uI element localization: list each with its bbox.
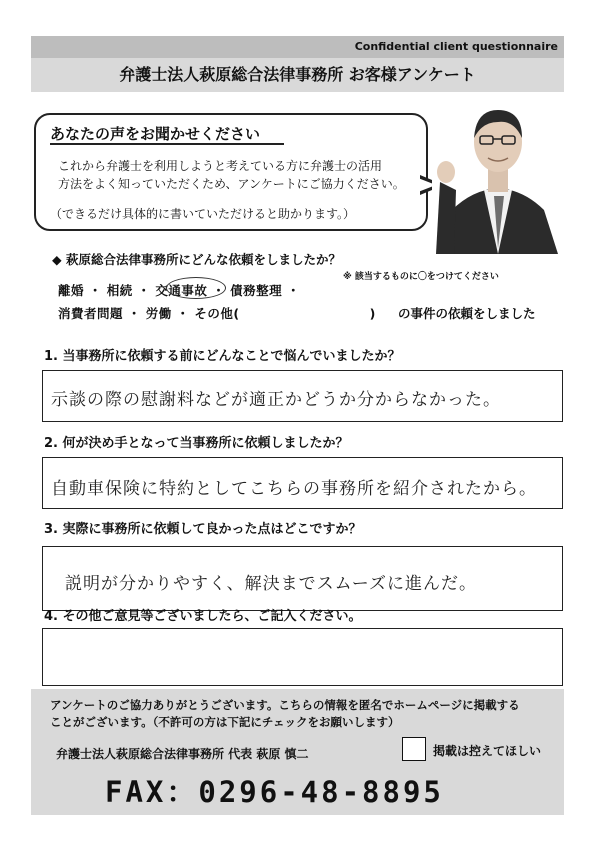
intro-line-2: 方法をよく知っていただくため、アンケートにご協力ください。	[58, 177, 405, 191]
answer-2-text: 自動車保険に特約としてこちらの事務所を紹介されたから。	[51, 479, 537, 499]
request-suffix: の事件の依頼をしました	[398, 306, 536, 321]
intro-heading: あなたの声をお聞かせください	[50, 125, 261, 143]
answer-box-1[interactable]	[42, 370, 563, 422]
selection-note: ※ 該当するものに〇をつけてください	[343, 272, 499, 282]
answer-box-2[interactable]	[42, 457, 563, 509]
heading-underline	[50, 143, 284, 145]
firm-representative: 弁護士法人萩原総合法律事務所 代表 萩原 慎二	[56, 747, 309, 761]
selected-option-circle	[166, 277, 226, 299]
answer-3-text: 説明が分かりやすく、解決までスムーズに進んだ。	[65, 574, 477, 594]
intro-line-1: これから弁護士を利用しようと考えている方に弁護士の活用	[58, 159, 383, 173]
confidential-label: Confidential client questionnaire	[31, 36, 564, 58]
footer-line-1: アンケートのご協力ありがとうございます。こちらの情報を匿名でホームページに掲載する	[50, 698, 520, 712]
question-3-label: 3. 実際に事務所に依頼して良かった点はどこですか？	[44, 522, 362, 537]
page-title: 弁護士法人萩原総合法律事務所 お客様アンケート	[31, 58, 564, 92]
request-question: ◆ 萩原総合法律事務所にどんな依頼をしましたか？	[52, 252, 341, 267]
lawyer-photo	[432, 98, 564, 254]
case-options-line-2: 消費者問題 ・ 労働 ・ その他( )	[58, 306, 376, 321]
no-publish-label: 掲載は控えてほしい	[433, 744, 542, 758]
case-options-line-1: 離婚 ・ 相続 ・ 交通事故 ・ 債務整理 ・	[58, 283, 300, 298]
answer-box-4[interactable]	[42, 628, 563, 686]
answer-1-text: 示談の際の慰謝料などが適正かどうか分からなかった。	[51, 390, 501, 410]
fax-number: FAX：0296-48-8895	[105, 775, 444, 809]
intro-line-3: （できるだけ具体的に書いていただけると助かります。）	[50, 207, 356, 221]
question-2-label: 2. 何が決め手となって当事務所に依頼しましたか？	[44, 436, 349, 451]
footer-line-2: ことがございます。（不許可の方は下記にチェックをお願いします）	[50, 715, 400, 729]
question-4-label: 4. その他ご意見等ございましたら、ご記入ください。	[44, 609, 362, 624]
no-publish-checkbox[interactable]	[402, 737, 426, 761]
question-1-label: 1. 当事務所に依頼する前にどんなことで悩んでいましたか？	[44, 349, 401, 364]
answer-box-3[interactable]	[42, 546, 563, 611]
